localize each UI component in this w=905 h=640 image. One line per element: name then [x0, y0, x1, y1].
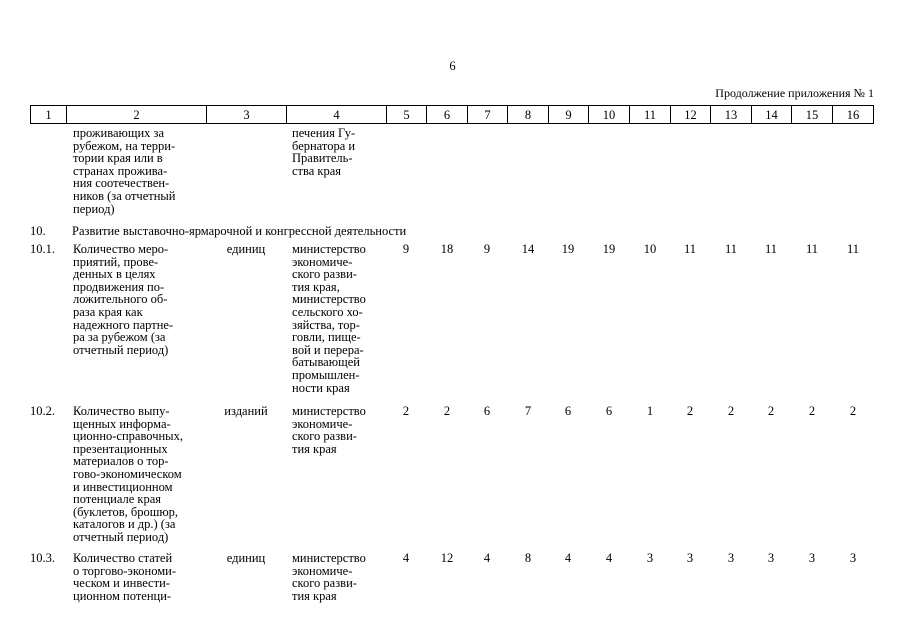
column-header: 7 [468, 106, 508, 124]
value-cell: 3 [686, 551, 694, 565]
column-header: 4 [287, 106, 387, 124]
row-responsible: печения Гу- бернатора и Правитель- ства края [292, 126, 356, 178]
value-cell: 6 [605, 404, 613, 418]
row-unit: изданий [224, 404, 268, 418]
value-cell: 6 [483, 404, 491, 418]
value-cell: 2 [402, 404, 410, 418]
column-header: 8 [508, 106, 549, 124]
row-responsible: министерство экономиче- ского разви- тия края [292, 551, 366, 603]
continuation-label: Продолжение приложения № 1 [715, 86, 874, 100]
value-cell: 11 [846, 242, 860, 256]
column-header: 10 [589, 106, 630, 124]
value-cell: 11 [683, 242, 697, 256]
value-cell: 4 [483, 551, 491, 565]
column-header: 16 [833, 106, 874, 124]
value-cell: 4 [605, 551, 613, 565]
value-cell: 2 [767, 404, 775, 418]
value-cell: 12 [440, 551, 454, 565]
value-cell: 2 [808, 404, 816, 418]
value-cell: 9 [483, 242, 491, 256]
value-cell: 3 [849, 551, 857, 565]
row-number: 10.2. [30, 404, 55, 418]
column-header: 5 [387, 106, 427, 124]
value-cell: 3 [767, 551, 775, 565]
column-header: 12 [671, 106, 711, 124]
row-indicator-name: Количество статей о торгово-экономи- ческом и инвести- ционном потенци- [73, 551, 176, 603]
column-header: 13 [711, 106, 752, 124]
row-responsible: министерство экономиче- ского разви- тия края [292, 404, 366, 456]
row-responsible: министерство экономиче- ского разви- тия края, министерство сельского хо- зяйства, тор- говли, пище- вой и перера- батывающей промышлен- ности края [292, 242, 366, 395]
column-header: 14 [752, 106, 792, 124]
row-indicator-name: проживающих за рубежом, на терри- тории края или в странах прожива- ния соотечествен- ников (за отчетный период) [73, 126, 176, 216]
row-unit: единиц [226, 242, 266, 256]
row-number: 10.3. [30, 551, 55, 565]
value-cell: 3 [727, 551, 735, 565]
value-cell: 11 [724, 242, 738, 256]
column-header: 1 [31, 106, 67, 124]
column-header: 15 [792, 106, 833, 124]
row-unit: единиц [226, 551, 266, 565]
value-cell: 8 [524, 551, 532, 565]
row-indicator-name: Количество меро- приятий, прове- денных в целях продвижения по- ложительного об- раза края как надежного партне- ра за рубежом (за отчетный период) [73, 242, 174, 357]
page-number: 6 [449, 59, 456, 73]
value-cell: 11 [764, 242, 778, 256]
column-header-row [31, 106, 874, 124]
value-cell: 11 [805, 242, 819, 256]
value-cell: 2 [686, 404, 694, 418]
row-number: 10.1. [30, 242, 55, 256]
value-cell: 9 [402, 242, 410, 256]
value-cell: 4 [564, 551, 572, 565]
column-header: 9 [549, 106, 589, 124]
value-cell: 2 [443, 404, 451, 418]
value-cell: 4 [402, 551, 410, 565]
value-cell: 6 [564, 404, 572, 418]
value-cell: 19 [602, 242, 616, 256]
value-cell: 2 [849, 404, 857, 418]
column-header: 3 [207, 106, 287, 124]
column-header: 2 [67, 106, 207, 124]
section-heading [30, 224, 406, 239]
column-header: 11 [630, 106, 671, 124]
value-cell: 19 [561, 242, 575, 256]
value-cell: 1 [646, 404, 654, 418]
value-cell: 7 [524, 404, 532, 418]
section-title: Развитие выставочно-ярмарочной и конгрессной деятельности [72, 224, 407, 238]
column-header: 6 [427, 106, 468, 124]
value-cell: 3 [646, 551, 654, 565]
value-cell: 14 [521, 242, 535, 256]
section-number: 10. [30, 224, 46, 238]
value-cell: 3 [808, 551, 816, 565]
row-indicator-name: Количество выпу- щенных информа- ционно-справочных, презентационных материалов о тор- гово-экономическом и инвестиционном потенциале края (буклетов, брошюр, каталогов и др.) (за отчетный период) [73, 404, 183, 544]
value-cell: 2 [727, 404, 735, 418]
column-header-table [30, 105, 874, 124]
value-cell: 18 [440, 242, 454, 256]
value-cell: 10 [643, 242, 657, 256]
